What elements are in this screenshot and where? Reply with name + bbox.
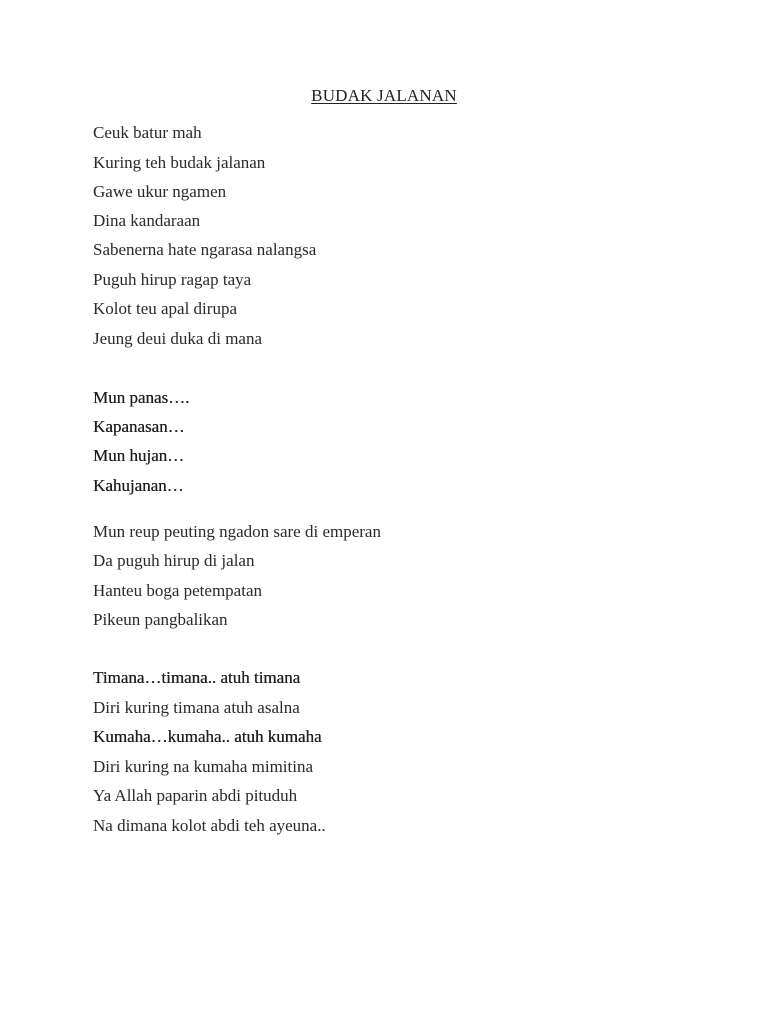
poem-line: Mun reup peuting ngadon sare di emperan <box>93 522 381 541</box>
poem-line: Diri kuring na kumaha mimitina <box>93 757 314 776</box>
poem-line: Gawe ukur ngamen <box>93 182 227 201</box>
poem-title: BUDAK JALANAN <box>311 86 457 105</box>
poem-line: Diri kuring timana atuh asalna <box>93 698 300 717</box>
poem-line: Kahujanan… <box>93 476 184 495</box>
poem-line: Jeung deui duka di mana <box>93 329 263 348</box>
poem-line: Da puguh hirup di jalan <box>93 551 255 570</box>
poem-line: Kapanasan… <box>93 417 185 436</box>
poem-line: Mun hujan… <box>93 446 185 465</box>
poem-line: Pikeun pangbalikan <box>93 610 228 629</box>
poem-line: Sabenerna hate ngarasa nalangsa <box>93 240 317 259</box>
poem-line: Ya Allah paparin abdi pituduh <box>93 786 298 805</box>
poem-line: Kolot teu apal dirupa <box>93 299 237 318</box>
poem-line: Puguh hirup ragap taya <box>93 270 252 289</box>
poem-line: Kumaha…kumaha.. atuh kumaha <box>93 727 322 746</box>
poem-line: Mun panas…. <box>93 388 190 407</box>
poem-line: Ceuk batur mah <box>93 123 202 142</box>
poem-line: Na dimana kolot abdi teh ayeuna.. <box>93 816 326 835</box>
poem-line: Dina kandaraan <box>93 211 201 230</box>
poem-line: Hanteu boga petempatan <box>93 581 262 600</box>
poem-line: Timana…timana.. atuh timana <box>93 668 301 687</box>
poem-line: Kuring teh budak jalanan <box>93 153 266 172</box>
